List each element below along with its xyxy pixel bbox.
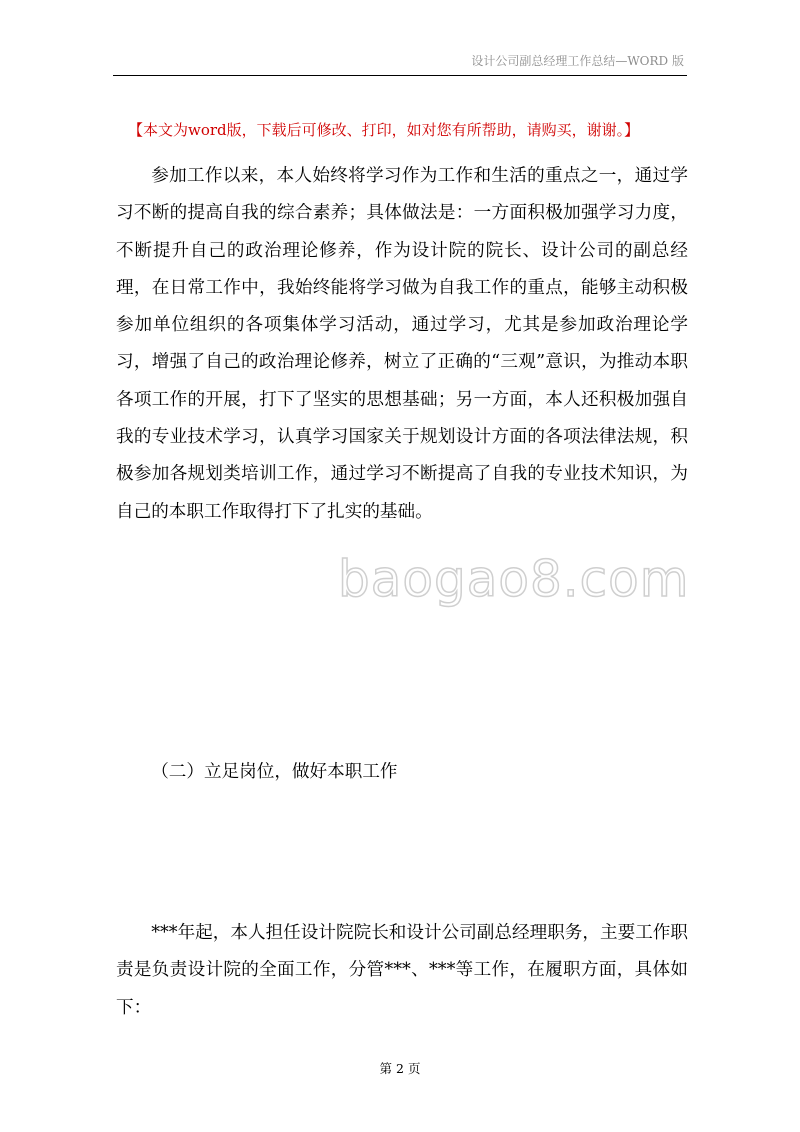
watermark: baogao8.com bbox=[338, 550, 690, 608]
section-heading: （二）立足岗位，做好本职工作 bbox=[151, 762, 398, 782]
header-divider bbox=[113, 75, 687, 76]
page-number: 第 2 页 bbox=[379, 1061, 421, 1076]
body-paragraph-duties: ***年起，本人担任设计院院长和设计公司副总经理职务，主要工作职责是负责设计院的全面工作，分管***、***等工作，在履职方面，具体如下： bbox=[116, 923, 688, 1018]
document-header-title: 设计公司副总经理工作总结—WORD 版 bbox=[471, 54, 684, 68]
body-paragraph-study: 参加工作以来，本人始终将学习作为工作和生活的重点之一，通过学习不断的提高自我的综合素养；具体做法是：一方面积极加强学习力度，不断提升自己的政治理论修养，作为设计院的院长、设计公司的副总经理，在日常工作中，我始终能将学习做为自我工作的重点，能够主动积极参加单位组织的各项集体学习活动，通过学习，尤其是参加政治理论学习，增强了自己的政治理论修养，树立了正确的“三观”意识，为推动本职各项工作的开展，打下了坚实的思想基础；另一方面，本人还积极加强自我的专业技术学习，认真学习国家关于规划设计方面的各项法律法规，积极参加各规划类培训工作，通过学习不断提高了自我的专业技术知识，为自己的本职工作取得打下了扎实的基础。 bbox=[116, 166, 688, 522]
purchase-notice: 【本文为word版，下载后可修改、打印，如对您有所帮助，请购买，谢谢。】 bbox=[128, 121, 640, 139]
